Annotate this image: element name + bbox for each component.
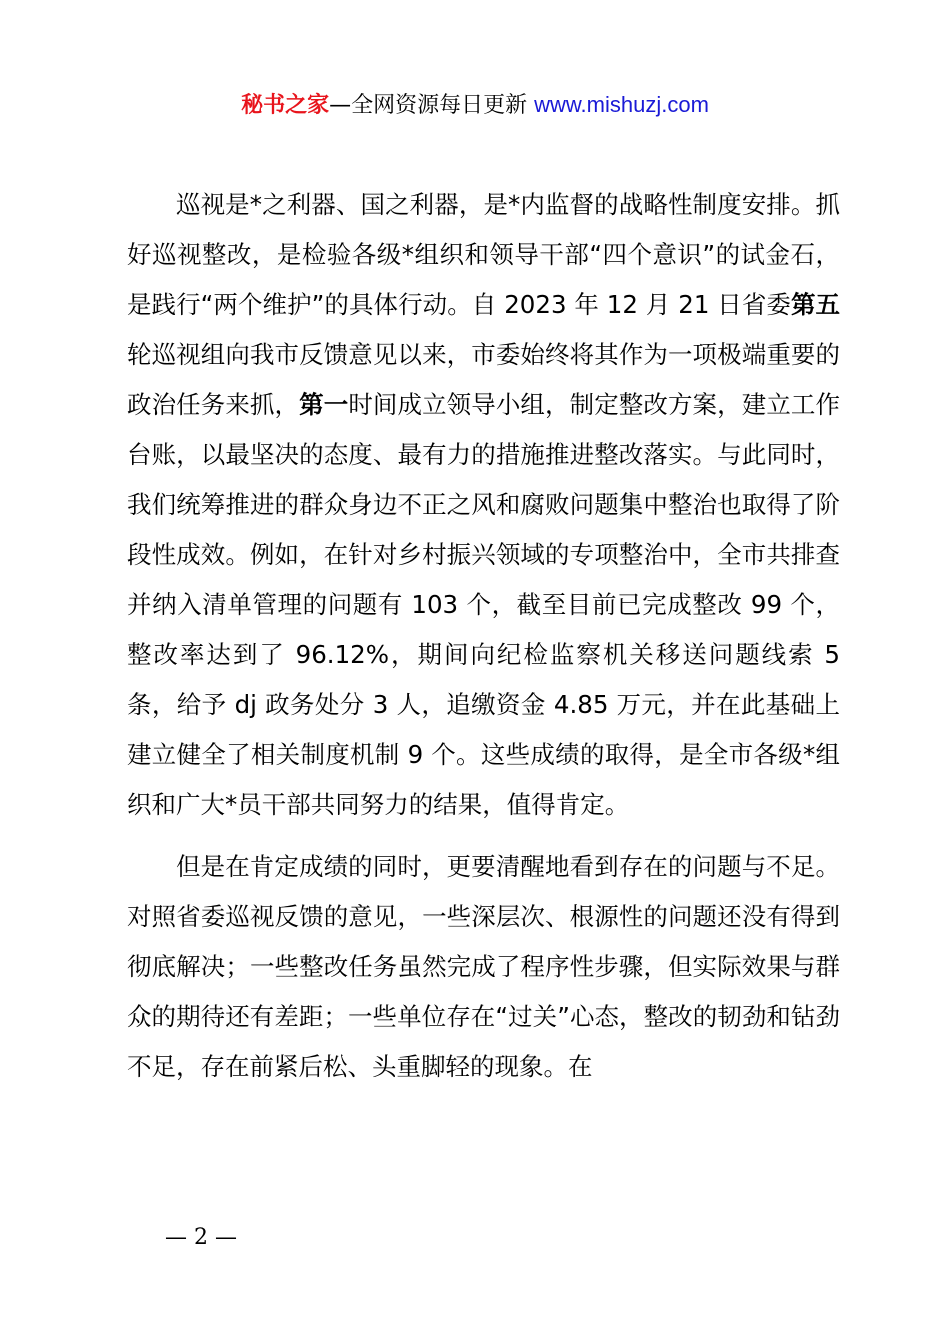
paragraph-text: 巡视是*之利器、国之利器，是*内监督的战略性制度安排。抓好巡视整改，是检验各级*组织和领导干部“四个意识”的试金石，是践行“两个维护”的具体行动。自 2023 年 12 月 21 日省委 <box>127 190 840 319</box>
paragraph: 但是在肯定成绩的同时，更要清醒地看到存在的问题与不足。对照省委巡视反馈的意见，一些深层次、根源性的问题还没有得到彻底解决；一些整改任务虽然完成了程序性步骤，但实际效果与群众的期待还有差距；一些单位存在“过关”心态，整改的韧劲和钻劲不足，存在前紧后松、头重脚轻的现象。在 <box>127 852 840 1081</box>
site-header <box>0 88 950 123</box>
site-url-link[interactable]: www.mishuzj.com <box>534 92 709 117</box>
document-body <box>127 180 840 1092</box>
page-number: — 2 — <box>165 1225 237 1250</box>
paragraph <box>127 180 840 830</box>
paragraph-text: 轮巡视组向我市反馈意见以来，市委始终将其作为一项极端重要的政治任务来抓， <box>127 340 840 419</box>
paragraph-text: 时间成立领导小组，制定整改方案，建立工作台账，以最坚决的态度、最有力的措施推进整改落实。与此同时，我们统筹推进的群众身边不正之风和腐败问题集中整治也取得了阶段性成效。例如，在针对乡村振兴领域的专项整治中，全市共排查并纳入清单管理的问题有 103 个，截至目前已完成整改 99 个，整改率达到了 96.12%，期间向纪检监察机关移送问题线索 5 条，给予 dj 政务处分 3 人，追缴资金 4.85 万元，并在此基础上建立健全了相关制度机制 9 个。这些成绩的取得，是全市各级*组织和广大*员干部共同努力的结果，值得肯定。 <box>127 390 841 819</box>
brand-name: 秘书之家 <box>241 93 330 118</box>
bold-text: 第一 <box>299 390 349 419</box>
header-tagline: —全网资源每日更新 <box>329 93 535 118</box>
bold-text: 第五 <box>790 290 841 319</box>
